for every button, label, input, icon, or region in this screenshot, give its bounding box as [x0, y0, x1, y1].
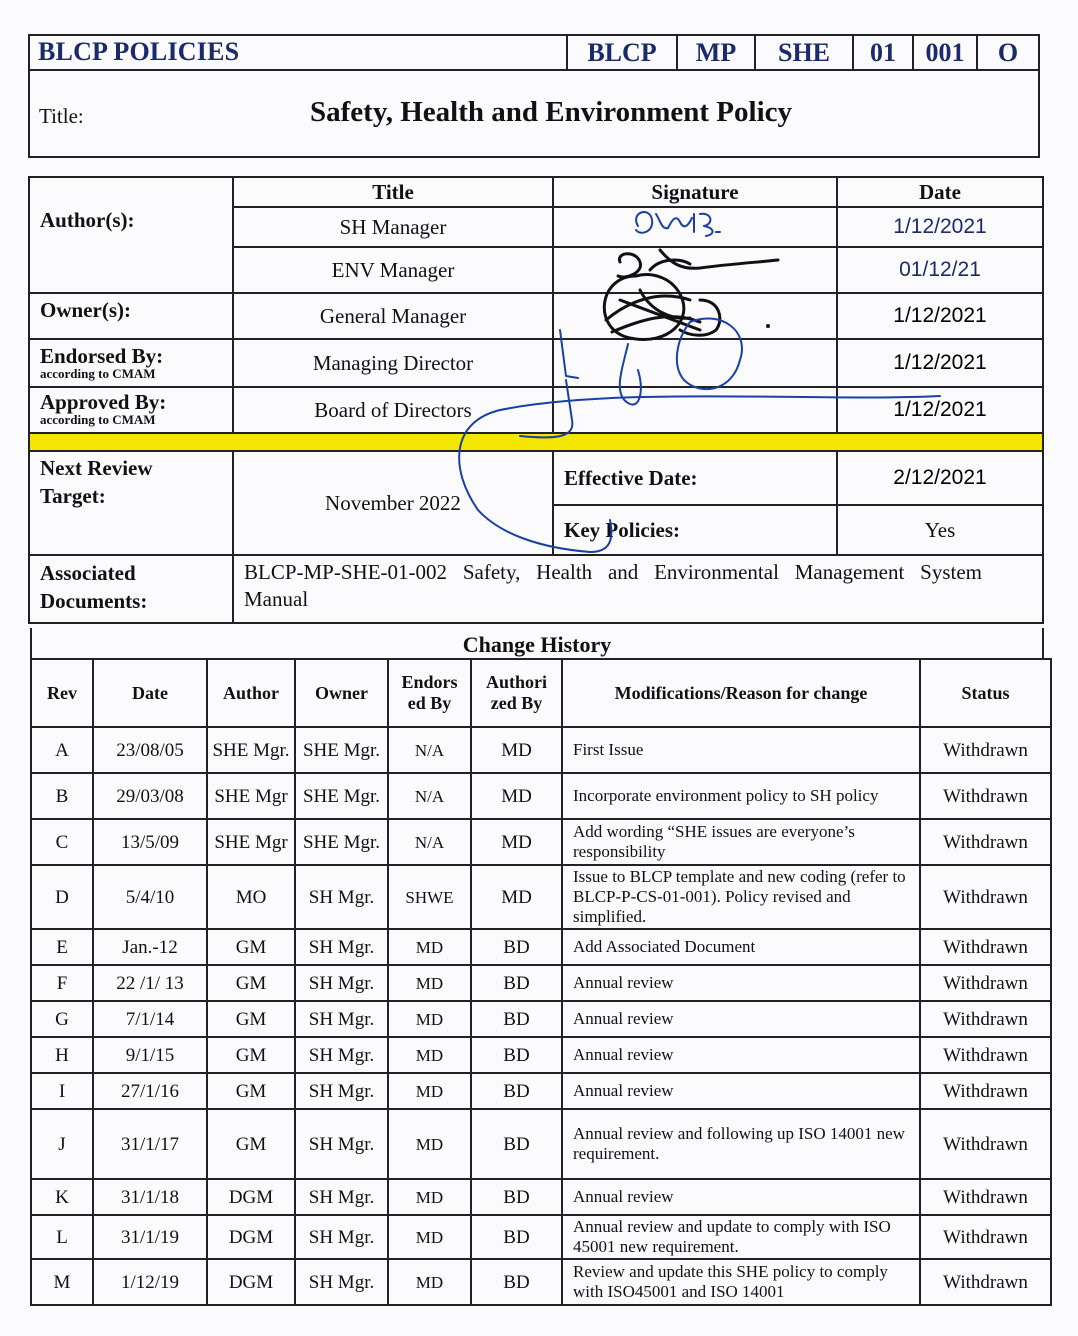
- org-name: BLCP POLICIES: [38, 37, 240, 66]
- history-endorsed-cell: MD: [388, 929, 471, 965]
- history-modification-cell: Add wording “SHE issues are everyone’s responsibility: [562, 819, 920, 865]
- owner-signature: [553, 293, 837, 339]
- history-authorized-cell: BD: [471, 1259, 562, 1305]
- history-date-cell: Jan.-12: [93, 929, 207, 965]
- history-date-cell: 27/1/16: [93, 1073, 207, 1109]
- endorsed-title: Managing Director: [233, 339, 553, 387]
- history-status-cell: Withdrawn: [920, 965, 1051, 1001]
- history-modification-cell: Review and update this SHE policy to comply with ISO45001 and ISO 14001: [562, 1259, 920, 1305]
- change-history-title: Change History: [30, 628, 1044, 658]
- history-row: [31, 865, 1051, 929]
- approved-date: 1/12/2021: [837, 387, 1043, 433]
- header-status: Status: [920, 659, 1051, 727]
- history-date-cell: 31/1/19: [93, 1215, 207, 1259]
- history-owner-cell: SH Mgr.: [295, 865, 388, 929]
- associated-docs-value: BLCP-MP-SHE-01-002 Safety, Health and Environmental Management System Manual: [233, 555, 1043, 623]
- approved-title: Board of Directors: [233, 387, 553, 433]
- history-row: [31, 1073, 1051, 1109]
- col-signature-header: Signature: [553, 177, 837, 207]
- history-header-row: [31, 659, 1051, 727]
- authors-label: Author(s):: [29, 177, 233, 293]
- history-rev-cell: A: [31, 727, 93, 773]
- history-author-cell: GM: [207, 965, 295, 1001]
- history-rev-cell: K: [31, 1179, 93, 1215]
- history-authorized-cell: BD: [471, 1179, 562, 1215]
- history-status-cell: Withdrawn: [920, 727, 1051, 773]
- history-row: [31, 1037, 1051, 1073]
- history-status-cell: Withdrawn: [920, 773, 1051, 819]
- history-modification-cell: Annual review: [562, 965, 920, 1001]
- key-policies-label: Key Policies:: [553, 505, 837, 555]
- history-status-cell: Withdrawn: [920, 819, 1051, 865]
- history-author-cell: DGM: [207, 1215, 295, 1259]
- history-authorized-cell: BD: [471, 1215, 562, 1259]
- history-author-cell: MO: [207, 865, 295, 929]
- author2-signature: [553, 247, 837, 293]
- history-body: [31, 727, 1051, 1305]
- history-status-cell: Withdrawn: [920, 1215, 1051, 1259]
- col-title-header: Title: [233, 177, 553, 207]
- history-status-cell: Withdrawn: [920, 929, 1051, 965]
- history-endorsed-cell: MD: [388, 1179, 471, 1215]
- header-owner: Owner: [295, 659, 388, 727]
- history-rev-cell: E: [31, 929, 93, 965]
- endorsed-signature: [553, 339, 837, 387]
- owner-title: General Manager: [233, 293, 553, 339]
- history-authorized-cell: BD: [471, 965, 562, 1001]
- highlight-band: [29, 433, 1043, 451]
- history-modification-cell: Annual review and following up ISO 14001 new requirement.: [562, 1109, 920, 1179]
- history-author-cell: DGM: [207, 1259, 295, 1305]
- author1-date: 1/12/2021: [837, 207, 1043, 247]
- history-owner-cell: SHE Mgr.: [295, 773, 388, 819]
- history-modification-cell: First Issue: [562, 727, 920, 773]
- policy-title: Safety, Health and Environment Policy: [310, 96, 793, 128]
- history-authorized-cell: MD: [471, 865, 562, 929]
- title-label: Title:: [39, 104, 84, 128]
- history-rev-cell: L: [31, 1215, 93, 1259]
- history-authorized-cell: BD: [471, 1037, 562, 1073]
- history-row: [31, 727, 1051, 773]
- history-endorsed-cell: MD: [388, 1109, 471, 1179]
- history-author-cell: SHE Mgr.: [207, 727, 295, 773]
- history-row: [31, 819, 1051, 865]
- history-endorsed-cell: SHWE: [388, 865, 471, 929]
- history-owner-cell: SH Mgr.: [295, 1259, 388, 1305]
- history-rev-cell: H: [31, 1037, 93, 1073]
- author1-title: SH Manager: [233, 207, 553, 247]
- history-date-cell: 23/08/05: [93, 727, 207, 773]
- history-modification-cell: Annual review: [562, 1001, 920, 1037]
- history-owner-cell: SH Mgr.: [295, 929, 388, 965]
- history-row: [31, 965, 1051, 1001]
- history-row: [31, 1215, 1051, 1259]
- history-endorsed-cell: MD: [388, 1259, 471, 1305]
- history-owner-cell: SH Mgr.: [295, 1109, 388, 1179]
- history-owner-cell: SH Mgr.: [295, 1001, 388, 1037]
- history-status-cell: Withdrawn: [920, 1109, 1051, 1179]
- associated-docs-label: Associated Documents:: [29, 555, 233, 623]
- history-authorized-cell: BD: [471, 1001, 562, 1037]
- history-modification-cell: Issue to BLCP template and new coding (refer to BLCP-P-CS-01-001). Policy revised and simplified.: [562, 865, 920, 929]
- history-rev-cell: I: [31, 1073, 93, 1109]
- header-author: Author: [207, 659, 295, 727]
- history-rev-cell: M: [31, 1259, 93, 1305]
- history-author-cell: DGM: [207, 1179, 295, 1215]
- history-rev-cell: B: [31, 773, 93, 819]
- history-endorsed-cell: MD: [388, 965, 471, 1001]
- endorsed-sub: according to CMAM: [40, 366, 156, 381]
- history-modification-cell: Annual review: [562, 1073, 920, 1109]
- header-authorized: Authori zed By: [471, 659, 562, 727]
- code-part: SHE: [754, 36, 852, 69]
- history-endorsed-cell: MD: [388, 1215, 471, 1259]
- history-owner-cell: SHE Mgr.: [295, 727, 388, 773]
- approved-signature: [553, 387, 837, 433]
- change-history-table: [30, 658, 1052, 1306]
- approved-sub: according to CMAM: [40, 412, 156, 427]
- history-authorized-cell: BD: [471, 1109, 562, 1179]
- owner-date: 1/12/2021: [837, 293, 1043, 339]
- history-authorized-cell: BD: [471, 1073, 562, 1109]
- endorsed-label: Endorsed By: according to CMAM: [29, 339, 233, 387]
- history-endorsed-cell: N/A: [388, 773, 471, 819]
- history-row: [31, 1179, 1051, 1215]
- history-status-cell: Withdrawn: [920, 1037, 1051, 1073]
- next-review-label: Next Review Target:: [29, 451, 233, 555]
- history-date-cell: 29/03/08: [93, 773, 207, 819]
- history-authorized-cell: BD: [471, 929, 562, 965]
- history-row: [31, 773, 1051, 819]
- history-authorized-cell: MD: [471, 819, 562, 865]
- history-date-cell: 1/12/19: [93, 1259, 207, 1305]
- code-part: MP: [676, 36, 754, 69]
- history-status-cell: Withdrawn: [920, 1259, 1051, 1305]
- history-owner-cell: SHE Mgr.: [295, 819, 388, 865]
- history-status-cell: Withdrawn: [920, 1001, 1051, 1037]
- history-endorsed-cell: N/A: [388, 727, 471, 773]
- history-author-cell: GM: [207, 929, 295, 965]
- history-owner-cell: SH Mgr.: [295, 1179, 388, 1215]
- key-policies-value: Yes: [837, 505, 1043, 555]
- history-author-cell: SHE Mgr: [207, 773, 295, 819]
- header-top-row: [30, 36, 1038, 71]
- history-owner-cell: SH Mgr.: [295, 1073, 388, 1109]
- code-part: O: [976, 36, 1038, 69]
- history-date-cell: 31/1/17: [93, 1109, 207, 1179]
- history-status-cell: Withdrawn: [920, 865, 1051, 929]
- history-row: [31, 1109, 1051, 1179]
- code-part: BLCP: [566, 36, 676, 69]
- authorisation-table: [28, 176, 1044, 624]
- history-rev-cell: D: [31, 865, 93, 929]
- code-part: 01: [852, 36, 912, 69]
- owners-label: Owner(s):: [29, 293, 233, 339]
- history-status-cell: Withdrawn: [920, 1179, 1051, 1215]
- history-row: [31, 1001, 1051, 1037]
- history-author-cell: SHE Mgr: [207, 819, 295, 865]
- history-date-cell: 9/1/15: [93, 1037, 207, 1073]
- header-rev: Rev: [31, 659, 93, 727]
- author1-signature: [553, 207, 837, 247]
- approved-label: Approved By: according to CMAM: [29, 387, 233, 433]
- effective-date-label: Effective Date:: [553, 451, 837, 505]
- history-endorsed-cell: N/A: [388, 819, 471, 865]
- header-date: Date: [93, 659, 207, 727]
- col-date-header: Date: [837, 177, 1043, 207]
- history-author-cell: GM: [207, 1001, 295, 1037]
- history-authorized-cell: MD: [471, 773, 562, 819]
- next-review-value: November 2022: [233, 451, 553, 555]
- history-date-cell: 13/5/09: [93, 819, 207, 865]
- author2-title: ENV Manager: [233, 247, 553, 293]
- history-endorsed-cell: MD: [388, 1037, 471, 1073]
- header-modifications: Modifications/Reason for change: [562, 659, 920, 727]
- effective-date-value: 2/12/2021: [837, 451, 1043, 505]
- history-rev-cell: J: [31, 1109, 93, 1179]
- history-modification-cell: Annual review and update to comply with ISO 45001 new requirement.: [562, 1215, 920, 1259]
- history-row: [31, 1259, 1051, 1305]
- history-row: [31, 929, 1051, 965]
- history-owner-cell: SH Mgr.: [295, 1215, 388, 1259]
- author2-date: 01/12/21: [837, 247, 1043, 293]
- history-author-cell: GM: [207, 1073, 295, 1109]
- policy-header: [28, 34, 1040, 158]
- history-author-cell: GM: [207, 1109, 295, 1179]
- history-date-cell: 5/4/10: [93, 865, 207, 929]
- history-rev-cell: C: [31, 819, 93, 865]
- history-owner-cell: SH Mgr.: [295, 965, 388, 1001]
- history-rev-cell: G: [31, 1001, 93, 1037]
- history-endorsed-cell: MD: [388, 1001, 471, 1037]
- document-code: [566, 36, 1038, 69]
- history-date-cell: 7/1/14: [93, 1001, 207, 1037]
- history-date-cell: 31/1/18: [93, 1179, 207, 1215]
- history-endorsed-cell: MD: [388, 1073, 471, 1109]
- code-part: 001: [912, 36, 976, 69]
- history-modification-cell: Add Associated Document: [562, 929, 920, 965]
- history-modification-cell: Annual review: [562, 1179, 920, 1215]
- history-modification-cell: Incorporate environment policy to SH policy: [562, 773, 920, 819]
- history-authorized-cell: MD: [471, 727, 562, 773]
- history-modification-cell: Annual review: [562, 1037, 920, 1073]
- history-rev-cell: F: [31, 965, 93, 1001]
- history-author-cell: GM: [207, 1037, 295, 1073]
- history-date-cell: 22 /1/ 13: [93, 965, 207, 1001]
- history-status-cell: Withdrawn: [920, 1073, 1051, 1109]
- header-endorsed: Endors ed By: [388, 659, 471, 727]
- endorsed-date: 1/12/2021: [837, 339, 1043, 387]
- history-owner-cell: SH Mgr.: [295, 1037, 388, 1073]
